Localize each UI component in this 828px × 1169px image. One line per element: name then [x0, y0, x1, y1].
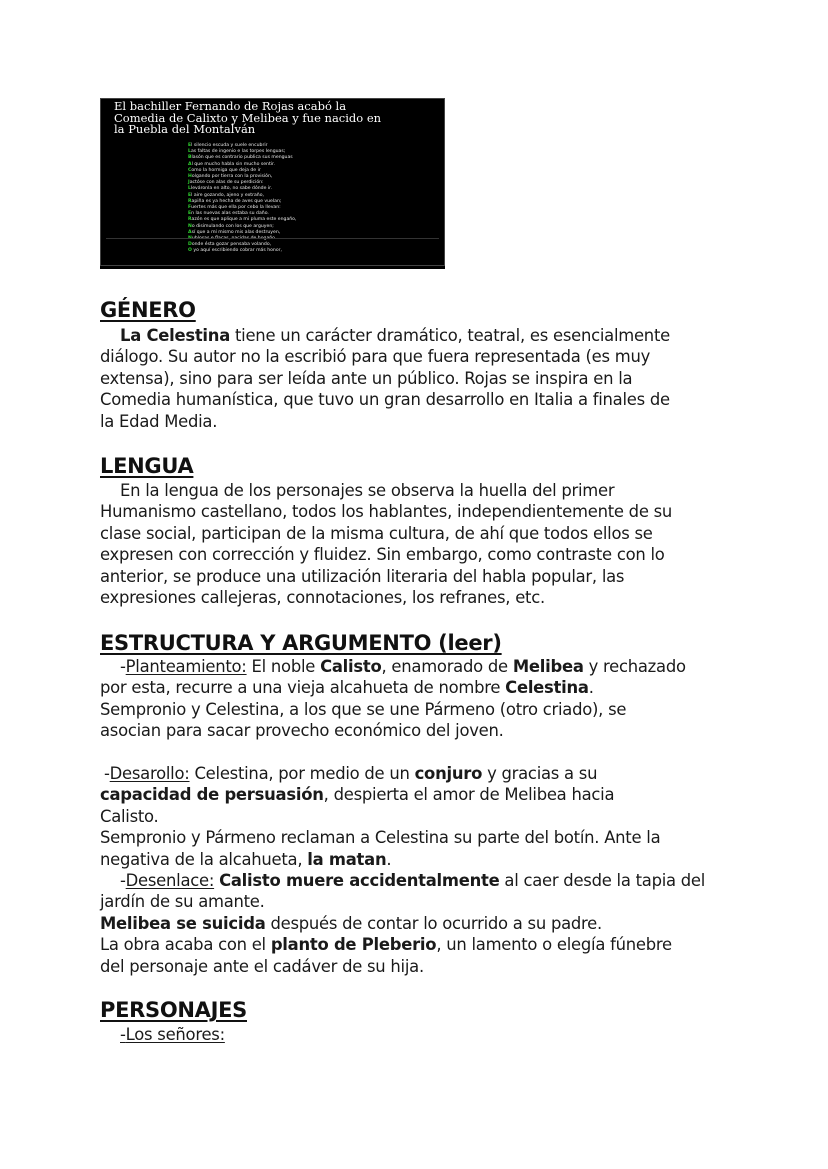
text-line: del personaje ante el cadáver de su hija. [100, 956, 424, 976]
subheading-los-senores [120, 1025, 225, 1044]
text-span: , un lamento o elegía fúnebre [436, 935, 672, 955]
text-line: diálogo. Su autor no la escribió para que fuera representada (es muy [100, 347, 651, 367]
poem-line-text: as faltas de ingenio e las torpes lenguas; [190, 149, 286, 155]
image-title-line: El bachiller Fernando de Rojas acabó la [114, 99, 347, 113]
poem-line-text: uertes más que ella por cebo la llevan: [191, 205, 281, 211]
poem-line-text: omo la hormiga que deja de ir [191, 167, 261, 173]
subheading-desarrollo: Desarollo: [109, 764, 190, 784]
acrostic-initial: F [188, 205, 192, 211]
poem-line-text: yo aquí escribiendo cobrar más honor, [191, 248, 283, 254]
estructura-paragraph [100, 656, 740, 977]
personajes-paragraph [100, 1024, 740, 1045]
text-span: y gracias a su [482, 764, 598, 784]
image-divider [106, 238, 439, 239]
acrostic-initial: D [188, 242, 192, 248]
acrostic-initial: O [188, 248, 192, 254]
text-line [100, 870, 740, 891]
text-span: La obra acaba con el [100, 935, 271, 955]
subheading-planteamiento: Planteamiento: [125, 657, 247, 676]
text-line: Humanismo castellano, todos los hablantes, independientemente de su [100, 502, 673, 522]
text-span: El noble [246, 657, 321, 676]
text-line: asocian para sacar provecho económico del joven. [100, 721, 504, 741]
image-title-line: Comedia de Calixto y Melibea y fue nacido en [114, 110, 382, 125]
poem-line-text: sí que a mí mismo mis alas destruyen, [191, 229, 281, 235]
text-span: , despierta el amor de Melibea hacia [323, 785, 615, 805]
text-span: - [120, 657, 126, 676]
text-line [100, 784, 740, 805]
poem-line-text: apiña es ya hecha de aves que vuelan; [191, 198, 282, 204]
bold-term: Melibea se suicida [100, 913, 266, 933]
text-line: clase social, participan de la misma cultura, de ahí que todos ellos se [100, 523, 653, 543]
text-line: la Edad Media. [100, 411, 218, 431]
poem-line-text: l silencio escuda y suele encubrir [191, 143, 268, 148]
section-heading-estructura: ESTRUCTURA Y ARGUMENTO (leer) [100, 631, 502, 655]
poem-line-text: lasón que es contrario publica sus menguas [191, 155, 293, 161]
section-heading-personajes: PERSONAJES [100, 998, 247, 1022]
text-line [100, 656, 740, 677]
acrostic-image [100, 98, 445, 269]
acrostic-initial: A [188, 161, 192, 167]
acrostic-initial: E [188, 143, 192, 148]
blank-line [100, 742, 740, 763]
acrostic-initial: E [188, 211, 192, 217]
text-line [100, 325, 740, 346]
text-line: expresiones callejeras, connotaciones, los refranes, etc. [100, 588, 545, 608]
text-line [100, 849, 740, 870]
poem-line-text: actóse con alas de su perdición: [189, 180, 264, 186]
bold-term: La Celestina [120, 326, 231, 345]
text-span: tiene un carácter dramático, teatral, es esencialmente [230, 326, 670, 345]
acrostic-initial: L [188, 186, 191, 192]
acrostic-initial: J [188, 180, 190, 186]
text-line: Comedia humanística, que tuvo un gran desarrollo en Italia a finales de [100, 390, 670, 410]
genero-paragraph [100, 325, 740, 432]
poem-line-text: o disimulando con los que arguyen; [191, 223, 274, 229]
bold-term: Melibea [512, 657, 584, 676]
poem-line-text: l que mucho habla sin mucho sentir. [191, 161, 275, 167]
poem-line-text: olgando por tierra con la provisión, [191, 174, 273, 180]
text-line [100, 1024, 740, 1045]
acrostic-initial: R [188, 198, 192, 204]
text-line [100, 913, 740, 934]
poem-line-text: leváronla en alto, no sabe dónde ir. [190, 186, 273, 192]
image-title [114, 101, 434, 136]
acrostic-initial: B [188, 155, 192, 161]
text-line: anterior, se produce una utilización literaria del habla popular, las [100, 566, 625, 586]
text-span: después de contar lo ocurrido a su padre. [265, 913, 602, 933]
bold-term: la matan [307, 849, 387, 869]
text-span: - [104, 764, 110, 784]
text-span: Celestina, por medio de un [189, 764, 415, 784]
poem-line-text: azón es que aplique a mi pluma este engaño, [191, 217, 297, 223]
text-span: negativa de la alcahueta, [100, 849, 308, 869]
acrostic-initial: R [188, 217, 192, 223]
text-line: expresen con corrección y fluidez. Sin embargo, como contraste con lo [100, 545, 665, 565]
poem-line-text: l aire gozando, ajeno y extraño, [191, 192, 264, 198]
acrostic-initial: A [188, 229, 192, 235]
poem-line-text: n las nuevas alas estaba su daño. [191, 211, 269, 217]
text-line: Calisto. [100, 806, 159, 826]
text-span: - [120, 1025, 126, 1044]
text-line [100, 677, 740, 698]
acrostic-initial: N [188, 223, 192, 229]
text-span: Los señores: [125, 1025, 225, 1044]
subheading-desenlace: Desenlace: [125, 871, 215, 891]
section-heading-lengua: LENGUA [100, 454, 194, 478]
lengua-paragraph [100, 480, 740, 608]
text-line [100, 763, 740, 784]
bold-term: Calisto muere accidentalmente [219, 871, 500, 891]
text-span: . [386, 849, 392, 869]
bold-term: conjuro [414, 764, 483, 784]
poem-line-text: onde ésta gozar pensaba volando, [191, 242, 272, 248]
image-title-line: la Puebla del Montalván [114, 122, 256, 136]
text-line: extensa), sino para ser leída ante un público. Rojas se inspira en la [100, 368, 633, 388]
bold-term: capacidad de persuasión [100, 785, 324, 805]
text-line: Sempronio y Pármeno reclaman a Celestina su parte del botín. Ante la [100, 828, 661, 848]
bold-term: planto de Pleberio [270, 935, 437, 955]
text-span: al caer desde la tapia del [499, 871, 706, 891]
text-line: Sempronio y Celestina, a los que se une Pármeno (otro criado), se [100, 699, 627, 719]
acrostic-initial: C [188, 167, 192, 173]
acrostic-initial: L [188, 149, 191, 155]
acrostic-initial: E [188, 192, 192, 198]
text-span: , enamorado de [381, 657, 513, 676]
text-line: jardín de su amante. [100, 892, 265, 912]
bold-term: Celestina [505, 678, 589, 698]
text-span: por esta, recurre a una vieja alcahueta de nombre [100, 678, 506, 698]
bold-term: Calisto [320, 657, 382, 676]
acrostic-initial: H [188, 174, 192, 180]
text-line [100, 934, 740, 955]
text-span: . [588, 678, 594, 698]
text-span: - [120, 871, 126, 891]
text-span: y rechazado [583, 657, 686, 676]
section-heading-genero: GÉNERO [100, 298, 196, 322]
poem-line [188, 248, 418, 254]
text-line: En la lengua de los personajes se observa la huella del primer [120, 481, 615, 500]
